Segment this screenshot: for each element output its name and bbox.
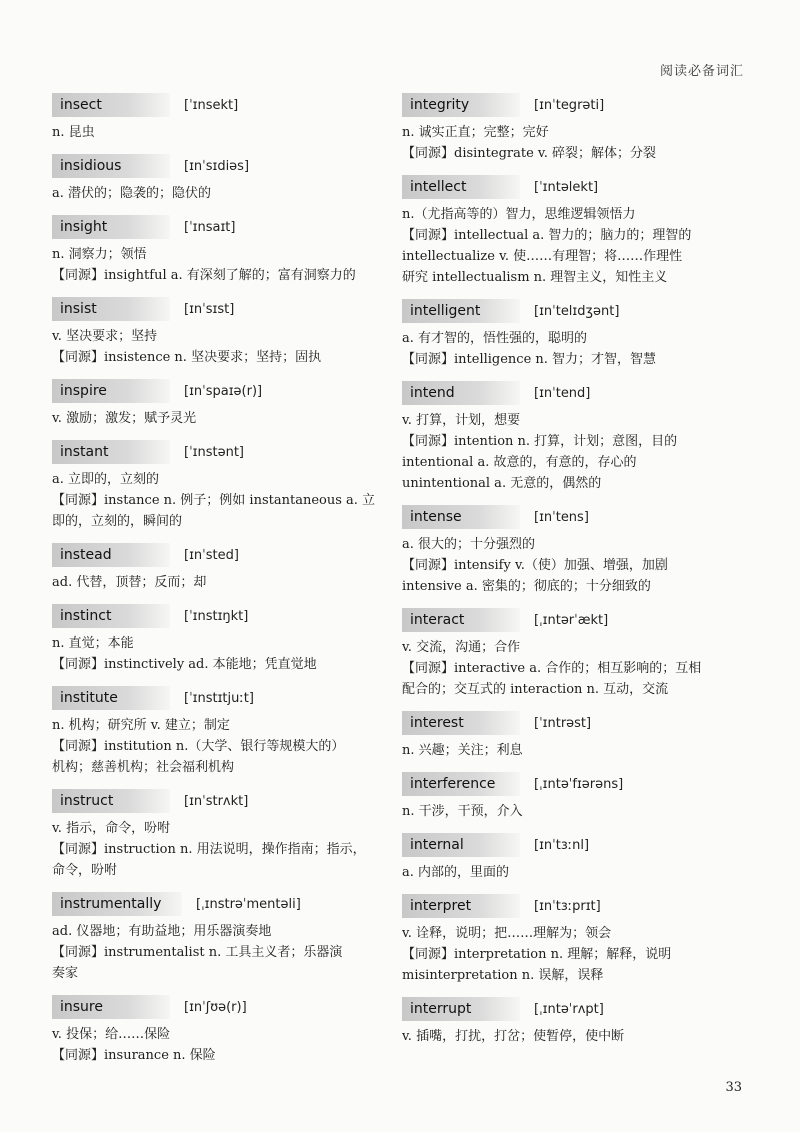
definition-line: 【同源】insightful a. 有深刻了解的；富有洞察力的 bbox=[52, 268, 356, 283]
definition-line: 【同源】instrumentalist n. 工具主义者；乐器演 bbox=[52, 945, 343, 960]
phonetic: [ɪnˈtɜːnl] bbox=[534, 837, 590, 853]
vocab-entry bbox=[52, 603, 397, 675]
definition-line: 研究 intellectualism n. 理智主义，知性主义 bbox=[402, 270, 668, 285]
headword: interrupt bbox=[402, 997, 520, 1021]
vocab-entry bbox=[52, 153, 397, 204]
vocab-entry bbox=[52, 542, 397, 593]
vocab-entry bbox=[402, 996, 747, 1047]
headword: intend bbox=[402, 381, 520, 405]
definition-line: 【同源】intention n. 打算，计划；意图，目的 bbox=[402, 434, 678, 449]
headword: instruct bbox=[52, 789, 170, 813]
definition-line: unintentional a. 无意的，偶然的 bbox=[402, 476, 602, 491]
entry-headword-row bbox=[402, 771, 747, 797]
headword: internal bbox=[402, 833, 520, 857]
headword: insect bbox=[52, 93, 170, 117]
definition-line: misinterpretation n. 误解，误释 bbox=[402, 968, 604, 983]
definition: ad. 仪器地；有助益地；用乐器演奏地 bbox=[52, 924, 272, 939]
phonetic: [ˈɪntəlekt] bbox=[534, 179, 599, 195]
headword: interpret bbox=[402, 894, 520, 918]
page-header-title: 阅读必备词汇 bbox=[659, 64, 744, 79]
definition: a. 内部的，里面的 bbox=[402, 865, 510, 880]
entry-headword-row bbox=[52, 603, 397, 629]
headword: insist bbox=[52, 297, 170, 321]
page-number: 33 bbox=[725, 1080, 742, 1095]
headword: instant bbox=[52, 440, 170, 464]
entry-headword-row bbox=[52, 296, 397, 322]
definition: n. 洞察力；领悟 bbox=[52, 247, 147, 262]
definition: v. 插嘴，打扰，打岔；使暂停，使中断 bbox=[402, 1029, 625, 1044]
definition-line: 【同源】disintegrate v. 碎裂；解体；分裂 bbox=[402, 146, 657, 161]
phonetic: [ˌɪntəˈfɪərəns] bbox=[534, 776, 624, 792]
definition: v. 坚决要求；坚持 bbox=[52, 329, 158, 344]
vocab-entry bbox=[402, 893, 747, 986]
definition-line: 【同源】institution n.（大学、银行等规模大的） bbox=[52, 739, 345, 754]
definition-line: 【同源】insurance n. 保险 bbox=[52, 1048, 216, 1063]
definition: n.（尤指高等的）智力，思维逻辑领悟力 bbox=[402, 207, 636, 222]
definition: a. 潜伏的；隐袭的；隐伏的 bbox=[52, 186, 212, 201]
phonetic: [ˈɪnsekt] bbox=[184, 97, 239, 113]
vocab-entry bbox=[52, 378, 397, 429]
definition: n. 诚实正直；完整；完好 bbox=[402, 125, 549, 140]
phonetic: [ɪnˈʃʊə(r)] bbox=[184, 999, 247, 1015]
definition-line: 【同源】intensify v.（使）加强、增强，加剧 bbox=[402, 558, 668, 573]
phonetic: [ˈɪnstənt] bbox=[184, 444, 244, 460]
definition: n. 直觉；本能 bbox=[52, 636, 134, 651]
definition-line: intensive a. 密集的；彻底的；十分细致的 bbox=[402, 579, 651, 594]
headword: institute bbox=[52, 686, 170, 710]
definition-line: 【同源】intelligence n. 智力；才智，智慧 bbox=[402, 352, 657, 367]
vocab-entry bbox=[402, 174, 747, 288]
headword: integrity bbox=[402, 93, 520, 117]
headword: instead bbox=[52, 543, 170, 567]
vocab-entry bbox=[402, 607, 747, 700]
phonetic: [ɪnˈsɪst] bbox=[184, 301, 235, 317]
definition-line: 【同源】instance n. 例子；例如 instantaneous a. 立 bbox=[52, 493, 376, 508]
vocab-entry bbox=[52, 788, 397, 881]
definition-line: 【同源】instinctively ad. 本能地；凭直觉地 bbox=[52, 657, 317, 672]
left-column bbox=[52, 92, 397, 1076]
entry-headword-row bbox=[402, 893, 747, 919]
definition-line: 配合的；交互式的 interaction n. 互动，交流 bbox=[402, 682, 669, 697]
definition: n. 兴趣；关注；利息 bbox=[402, 743, 523, 758]
phonetic: [ɪnˈtɜːprɪt] bbox=[534, 898, 601, 914]
headword: intelligent bbox=[402, 299, 520, 323]
phonetic: [ɪnˈspaɪə(r)] bbox=[184, 383, 263, 399]
entry-headword-row bbox=[52, 153, 397, 179]
vocab-entry bbox=[52, 214, 397, 286]
vocab-entry bbox=[402, 380, 747, 494]
definition: v. 诠释，说明；把……理解为；领会 bbox=[402, 926, 612, 941]
headword: insidious bbox=[52, 154, 170, 178]
phonetic: [ˌɪnstrəˈmentəli] bbox=[196, 896, 301, 912]
headword: intellect bbox=[402, 175, 520, 199]
vocab-entry bbox=[52, 92, 397, 143]
entry-headword-row bbox=[52, 891, 397, 917]
phonetic: [ˈɪnstɪŋkt] bbox=[184, 608, 249, 624]
entry-headword-row bbox=[52, 92, 397, 118]
entry-headword-row bbox=[402, 174, 747, 200]
entry-headword-row bbox=[52, 994, 397, 1020]
entry-headword-row bbox=[52, 214, 397, 240]
definition: v. 交流，沟通；合作 bbox=[402, 640, 521, 655]
entry-headword-row bbox=[402, 380, 747, 406]
entry-headword-row bbox=[52, 788, 397, 814]
headword: interference bbox=[402, 772, 520, 796]
right-column bbox=[402, 92, 747, 1057]
definition: v. 激励；激发；赋予灵光 bbox=[52, 411, 197, 426]
headword: inspire bbox=[52, 379, 170, 403]
definition: n. 干涉，干预，介入 bbox=[402, 804, 523, 819]
vocab-entry bbox=[402, 504, 747, 597]
entry-headword-row bbox=[402, 92, 747, 118]
entry-headword-row bbox=[52, 439, 397, 465]
definition: v. 打算，计划，想要 bbox=[402, 413, 521, 428]
vocab-entry bbox=[52, 685, 397, 778]
vocab-entry bbox=[52, 296, 397, 368]
definition: n. 机构；研究所 v. 建立；制定 bbox=[52, 718, 230, 733]
headword: interact bbox=[402, 608, 520, 632]
vocab-entry bbox=[52, 439, 397, 532]
vocab-entry bbox=[402, 771, 747, 822]
definition: a. 有才智的，悟性强的，聪明的 bbox=[402, 331, 588, 346]
definition-line: 【同源】instruction n. 用法说明，操作指南；指示， bbox=[52, 842, 366, 857]
entry-headword-row bbox=[52, 685, 397, 711]
phonetic: [ɪnˈtend] bbox=[534, 385, 591, 401]
definition-line: 奏家 bbox=[52, 966, 79, 981]
phonetic: [ˈɪnsaɪt] bbox=[184, 219, 236, 235]
phonetic: [ɪnˈtelɪdʒənt] bbox=[534, 303, 620, 319]
entry-headword-row bbox=[402, 504, 747, 530]
phonetic: [ɪnˈstrʌkt] bbox=[184, 793, 249, 809]
headword: instinct bbox=[52, 604, 170, 628]
entry-headword-row bbox=[402, 832, 747, 858]
vocab-entry bbox=[402, 298, 747, 370]
headword: intense bbox=[402, 505, 520, 529]
definition-line: 【同源】intellectual a. 智力的；脑力的；理智的 bbox=[402, 228, 692, 243]
definition-line: 即的，立刻的，瞬间的 bbox=[52, 514, 183, 529]
phonetic: [ˌɪntərˈækt] bbox=[534, 612, 609, 628]
vocab-entry bbox=[52, 994, 397, 1066]
phonetic: [ˈɪnstɪtjuːt] bbox=[184, 690, 254, 706]
vocab-entry bbox=[402, 710, 747, 761]
definition-line: 命令，吩咐 bbox=[52, 863, 118, 878]
definition: v. 指示，命令，吩咐 bbox=[52, 821, 171, 836]
entry-headword-row bbox=[402, 996, 747, 1022]
definition-line: intellectualize v. 使……有理智；将……作理性 bbox=[402, 249, 683, 264]
phonetic: [ˈɪntrəst] bbox=[534, 715, 592, 731]
definition: ad. 代替，顶替；反而；却 bbox=[52, 575, 207, 590]
headword: interest bbox=[402, 711, 520, 735]
definition: n. 昆虫 bbox=[52, 125, 95, 140]
definition: v. 投保；给……保险 bbox=[52, 1027, 171, 1042]
phonetic: [ɪnˈtegrəti] bbox=[534, 97, 605, 113]
definition-line: 【同源】interpretation n. 理解；解释，说明 bbox=[402, 947, 672, 962]
entry-headword-row bbox=[402, 298, 747, 324]
phonetic: [ɪnˈsɪdiəs] bbox=[184, 158, 250, 174]
vocab-entry bbox=[402, 92, 747, 164]
definition-line: 【同源】interactive a. 合作的；相互影响的；互相 bbox=[402, 661, 702, 676]
vocab-entry bbox=[402, 832, 747, 883]
definition: a. 立即的，立刻的 bbox=[52, 472, 160, 487]
entry-headword-row bbox=[52, 378, 397, 404]
vocab-entry bbox=[52, 891, 397, 984]
headword: instrumentally bbox=[52, 892, 182, 916]
definition-line: intentional a. 故意的，有意的，存心的 bbox=[402, 455, 637, 470]
definition: a. 很大的；十分强烈的 bbox=[402, 537, 536, 552]
definition-line: 机构；慈善机构；社会福利机构 bbox=[52, 760, 235, 775]
phonetic: [ˌɪntəˈrʌpt] bbox=[534, 1001, 604, 1017]
entry-headword-row bbox=[402, 710, 747, 736]
definition-line: 【同源】insistence n. 坚决要求；坚持；固执 bbox=[52, 350, 322, 365]
entry-headword-row bbox=[52, 542, 397, 568]
phonetic: [ɪnˈtens] bbox=[534, 509, 589, 525]
headword: insight bbox=[52, 215, 170, 239]
entry-headword-row bbox=[402, 607, 747, 633]
headword: insure bbox=[52, 995, 170, 1019]
phonetic: [ɪnˈsted] bbox=[184, 547, 239, 563]
